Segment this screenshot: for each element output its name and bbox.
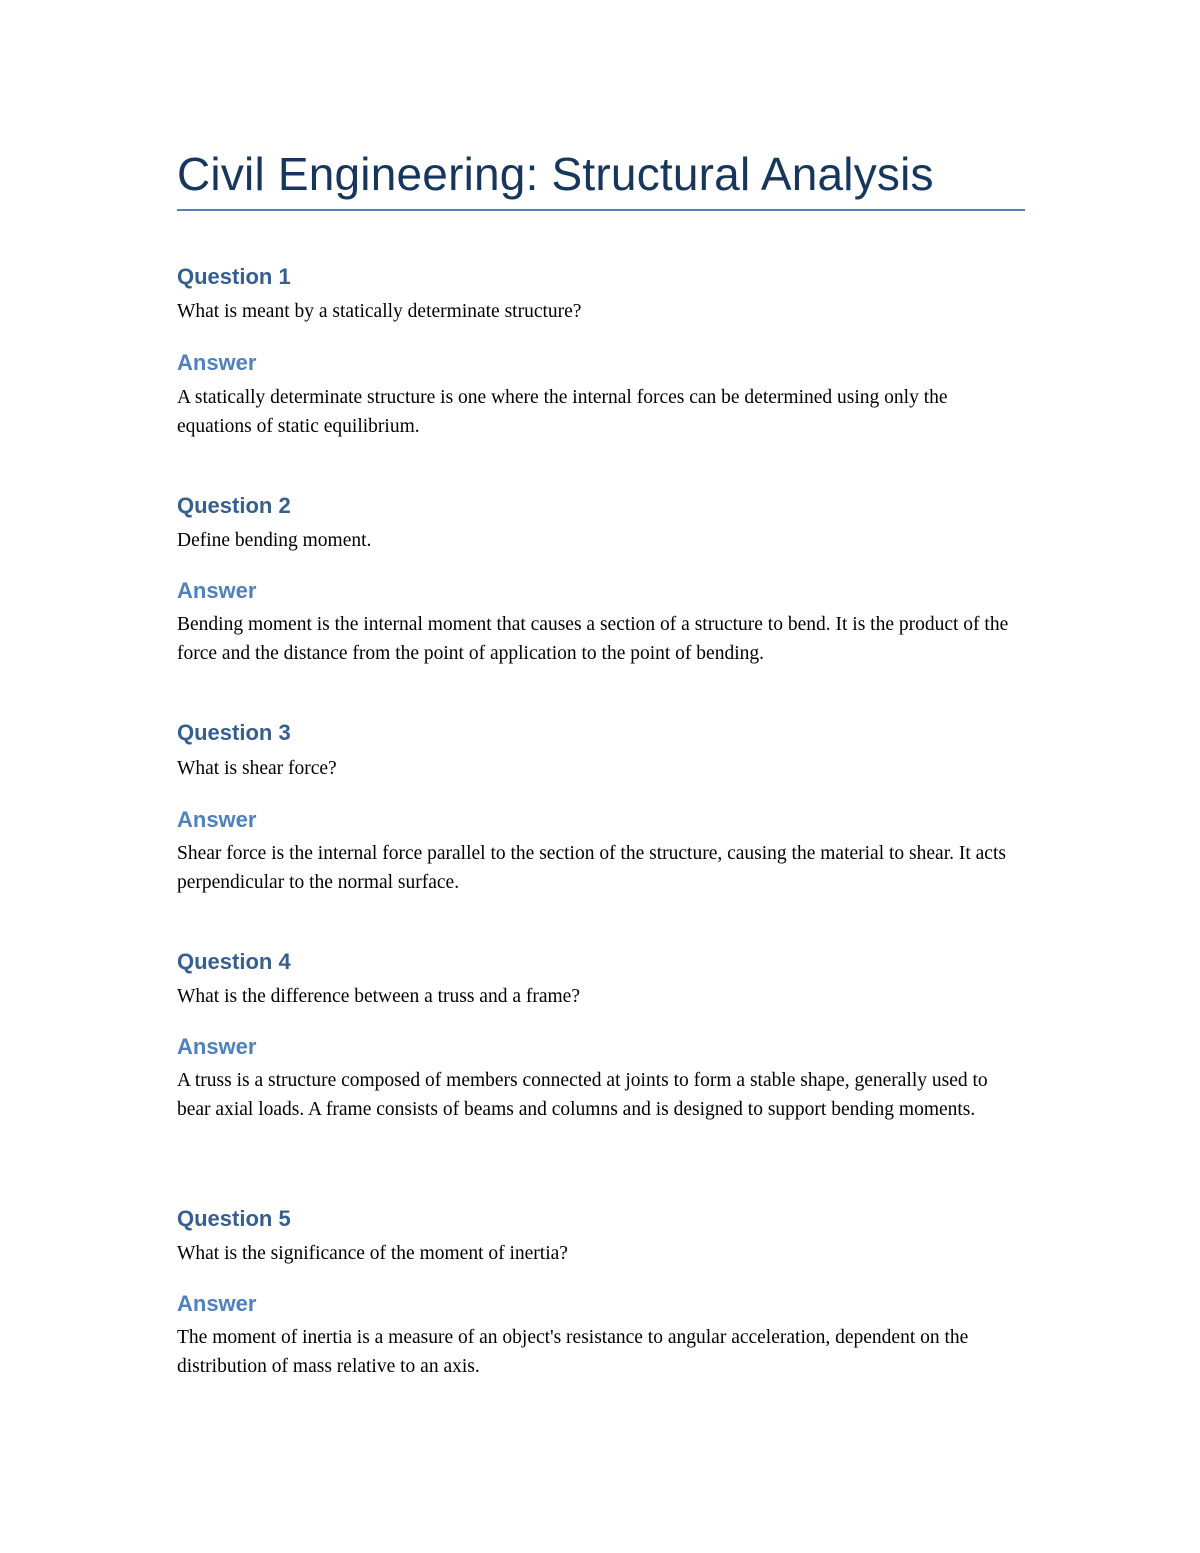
title-divider (177, 209, 1025, 211)
answer-text: A statically determinate structure is one where the internal forces can be determined using only the equations of static equilibrium. (177, 387, 948, 437)
answer-heading: Answer (177, 1291, 257, 1316)
question-heading: Question 1 (177, 264, 291, 289)
question-heading: Question 5 (177, 1206, 291, 1231)
answer-heading: Answer (177, 578, 257, 603)
question-text: What is shear force? (177, 758, 337, 779)
question-heading: Question 3 (177, 720, 291, 745)
question-heading: Question 4 (177, 949, 291, 974)
document-page (177, 0, 1025, 1553)
answer-text: The moment of inertia is a measure of an object's resistance to angular acceleration, dependent on the distribution of mass relative to an axis. (177, 1327, 969, 1377)
question-text: What is meant by a statically determinate structure? (177, 301, 582, 322)
question-heading: Question 2 (177, 493, 291, 518)
answer-heading: Answer (177, 1034, 257, 1059)
answer-text: A truss is a structure composed of members connected at joints to form a stable shape, generally used to bear axial loads. A frame consists of beams and columns and is designed to support bending moments. (177, 1070, 988, 1120)
answer-text: Bending moment is the internal moment that causes a section of a structure to bend. It is the product of the force and the distance from the point of application to the point of bending. (177, 614, 1009, 664)
document-title: Civil Engineering: Structural Analysis (177, 148, 934, 200)
answer-heading: Answer (177, 807, 257, 832)
question-text: What is the significance of the moment of inertia? (177, 1243, 568, 1264)
answer-heading: Answer (177, 350, 257, 375)
question-text: What is the difference between a truss and a frame? (177, 986, 580, 1007)
answer-text: Shear force is the internal force parallel to the section of the structure, causing the material to shear. It acts perpendicular to the normal surface. (177, 843, 1006, 893)
question-text: Define bending moment. (177, 530, 372, 551)
